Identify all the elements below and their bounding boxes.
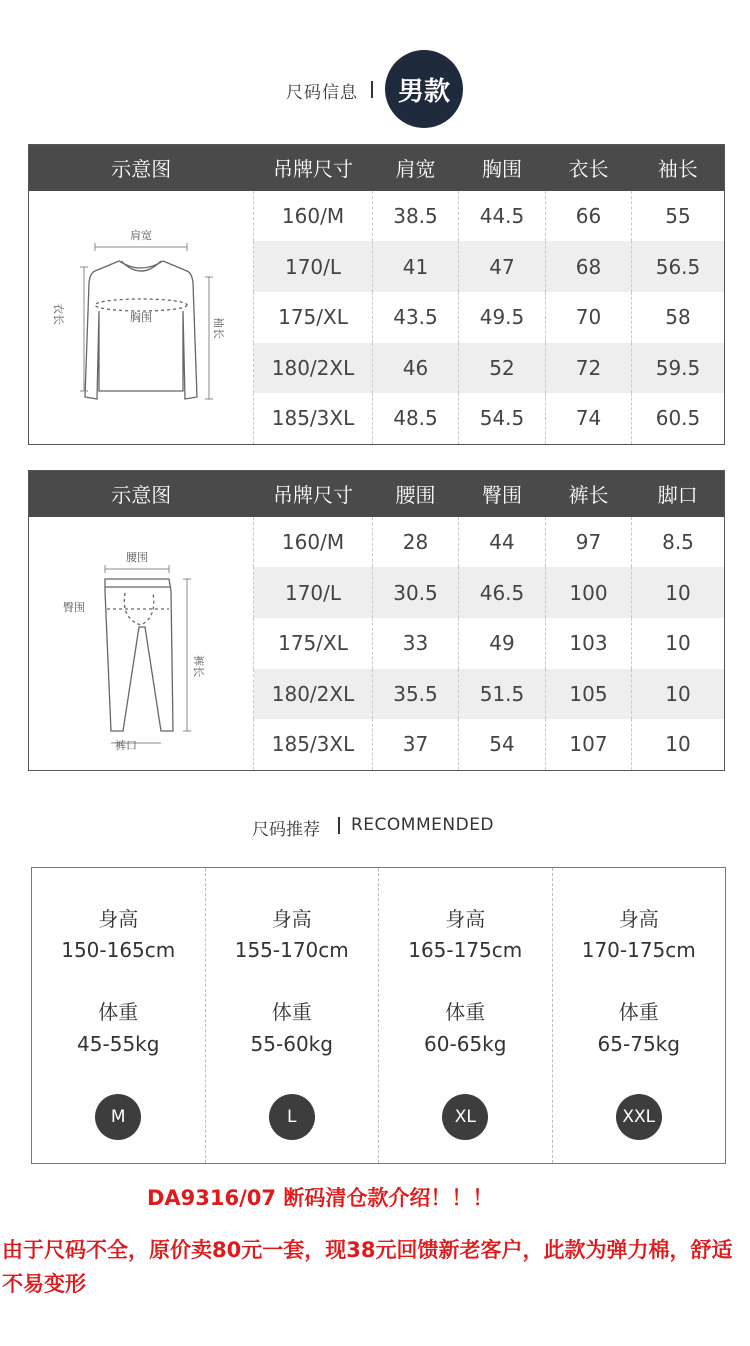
- table-cell: 59.5: [632, 343, 725, 394]
- weight-label: 体重: [98, 1000, 139, 1024]
- table-cell: 170/L: [254, 241, 373, 292]
- table-cell: 66: [546, 191, 632, 242]
- table-cell: 180/2XL: [254, 343, 373, 394]
- height-value: 150-165cm: [61, 938, 176, 962]
- table-cell: 170/L: [254, 567, 373, 618]
- table-cell: 70: [546, 292, 632, 343]
- shirt-diagram: [29, 191, 254, 445]
- table-cell: 74: [546, 393, 632, 444]
- diagram-label: 臀围: [63, 600, 85, 614]
- column-header: 示意图: [29, 471, 254, 517]
- divider: [338, 817, 340, 834]
- pants-diagram-icon: [29, 517, 254, 765]
- column-header: 腰围: [373, 471, 459, 517]
- divider: [371, 81, 373, 98]
- table-cell: 100: [546, 567, 632, 618]
- weight-value: 55-60kg: [250, 1032, 333, 1056]
- height-label: 身高: [445, 907, 486, 931]
- diagram-label: 裤口: [115, 738, 137, 752]
- table-cell: 52: [459, 343, 546, 394]
- recommend-panel: [31, 867, 726, 1164]
- table-cell: 35.5: [373, 669, 459, 720]
- size-badge: XXL: [616, 1094, 662, 1140]
- table-cell: 37: [373, 719, 459, 770]
- column-header: 吊牌尺寸: [254, 145, 373, 191]
- weight-value: 65-75kg: [597, 1032, 680, 1056]
- table-cell: 10: [632, 618, 725, 669]
- height-label: 身高: [271, 907, 312, 931]
- table-cell: 68: [546, 241, 632, 292]
- table-cell: 185/3XL: [254, 719, 373, 770]
- weight-value: 60-65kg: [424, 1032, 507, 1056]
- size-badge: L: [269, 1094, 315, 1140]
- gender-badge: 男款: [385, 50, 463, 128]
- table-cell: 56.5: [632, 241, 725, 292]
- table-cell: 51.5: [459, 669, 546, 720]
- table-cell: 49: [459, 618, 546, 669]
- table-cell: 175/XL: [254, 618, 373, 669]
- table-cell: 33: [373, 618, 459, 669]
- table-cell: 103: [546, 618, 632, 669]
- table-cell: 55: [632, 191, 725, 242]
- promo-body: 由于尺码不全，原价卖80元一套，现38元回馈新老客户，此款为弹力棉，舒适不易变形: [2, 1238, 733, 1296]
- column-header: 胸围: [459, 145, 546, 191]
- weight-label: 体重: [618, 1000, 659, 1024]
- table-cell: 185/3XL: [254, 393, 373, 444]
- shirt-diagram-icon: [29, 191, 254, 439]
- table-cell: 105: [546, 669, 632, 720]
- table-cell: 38.5: [373, 191, 459, 242]
- diagram-label: 肩宽: [130, 228, 152, 242]
- weight-label: 体重: [271, 1000, 312, 1024]
- column-header: 肩宽: [373, 145, 459, 191]
- recommend-item: [378, 868, 552, 1163]
- table-cell: 58: [632, 292, 725, 343]
- diagram-label: 腰围: [126, 550, 148, 564]
- recommend-item: [32, 868, 205, 1163]
- table-cell: 10: [632, 719, 725, 770]
- pants-diagram: [29, 517, 254, 771]
- table-cell: 10: [632, 669, 725, 720]
- column-header: 袖长: [632, 145, 725, 191]
- weight-value: 45-55kg: [77, 1032, 160, 1056]
- column-header: 裤长: [546, 471, 632, 517]
- table-cell: 46.5: [459, 567, 546, 618]
- height-label: 身高: [98, 907, 139, 931]
- column-header: 臀围: [459, 471, 546, 517]
- table-cell: 60.5: [632, 393, 725, 444]
- table-cell: 175/XL: [254, 292, 373, 343]
- table-cell: 41: [373, 241, 459, 292]
- weight-label: 体重: [445, 1000, 486, 1024]
- table-cell: 160/M: [254, 517, 373, 568]
- bottom-size-table: [28, 470, 725, 771]
- table-cell: 48.5: [373, 393, 459, 444]
- recommend-label-en: RECOMMENDED: [351, 815, 495, 835]
- promo-title: DA9316/07 断码清仓款介绍！！！: [147, 1186, 494, 1210]
- recommend-item: [205, 868, 379, 1163]
- table-cell: 44.5: [459, 191, 546, 242]
- table-cell: 54: [459, 719, 546, 770]
- size-badge: M: [95, 1094, 141, 1140]
- table-header-row: [29, 471, 725, 517]
- table-cell: 46: [373, 343, 459, 394]
- column-header: 吊牌尺寸: [254, 471, 373, 517]
- height-label: 身高: [618, 907, 659, 931]
- table-cell: 54.5: [459, 393, 546, 444]
- size-badge: XL: [442, 1094, 488, 1140]
- column-header: 示意图: [29, 145, 254, 191]
- diagram-label: 裤长: [192, 654, 205, 677]
- table-cell: 43.5: [373, 292, 459, 343]
- top-size-table: [28, 144, 725, 445]
- diagram-label: 衣长: [52, 302, 65, 325]
- table-cell: 8.5: [632, 517, 725, 568]
- table-cell: 28: [373, 517, 459, 568]
- column-header: 脚口: [632, 471, 725, 517]
- table-cell: 180/2XL: [254, 669, 373, 720]
- table-cell: 72: [546, 343, 632, 394]
- table-cell: 49.5: [459, 292, 546, 343]
- column-header: 衣长: [546, 145, 632, 191]
- table-row: [29, 517, 725, 568]
- height-value: 155-170cm: [234, 938, 349, 962]
- section-label: 尺码信息: [286, 83, 358, 103]
- table-cell: 44: [459, 517, 546, 568]
- diagram-label: 胸围: [130, 310, 152, 324]
- table-header-row: [29, 145, 725, 191]
- recommend-label: 尺码推荐: [252, 820, 320, 840]
- height-value: 165-175cm: [408, 938, 523, 962]
- table-cell: 47: [459, 241, 546, 292]
- table-cell: 107: [546, 719, 632, 770]
- diagram-label: 袖长: [212, 316, 225, 339]
- table-row: [29, 191, 725, 242]
- table-cell: 10: [632, 567, 725, 618]
- height-value: 170-175cm: [581, 938, 696, 962]
- recommend-item: [552, 868, 726, 1163]
- table-cell: 30.5: [373, 567, 459, 618]
- table-cell: 160/M: [254, 191, 373, 242]
- table-cell: 97: [546, 517, 632, 568]
